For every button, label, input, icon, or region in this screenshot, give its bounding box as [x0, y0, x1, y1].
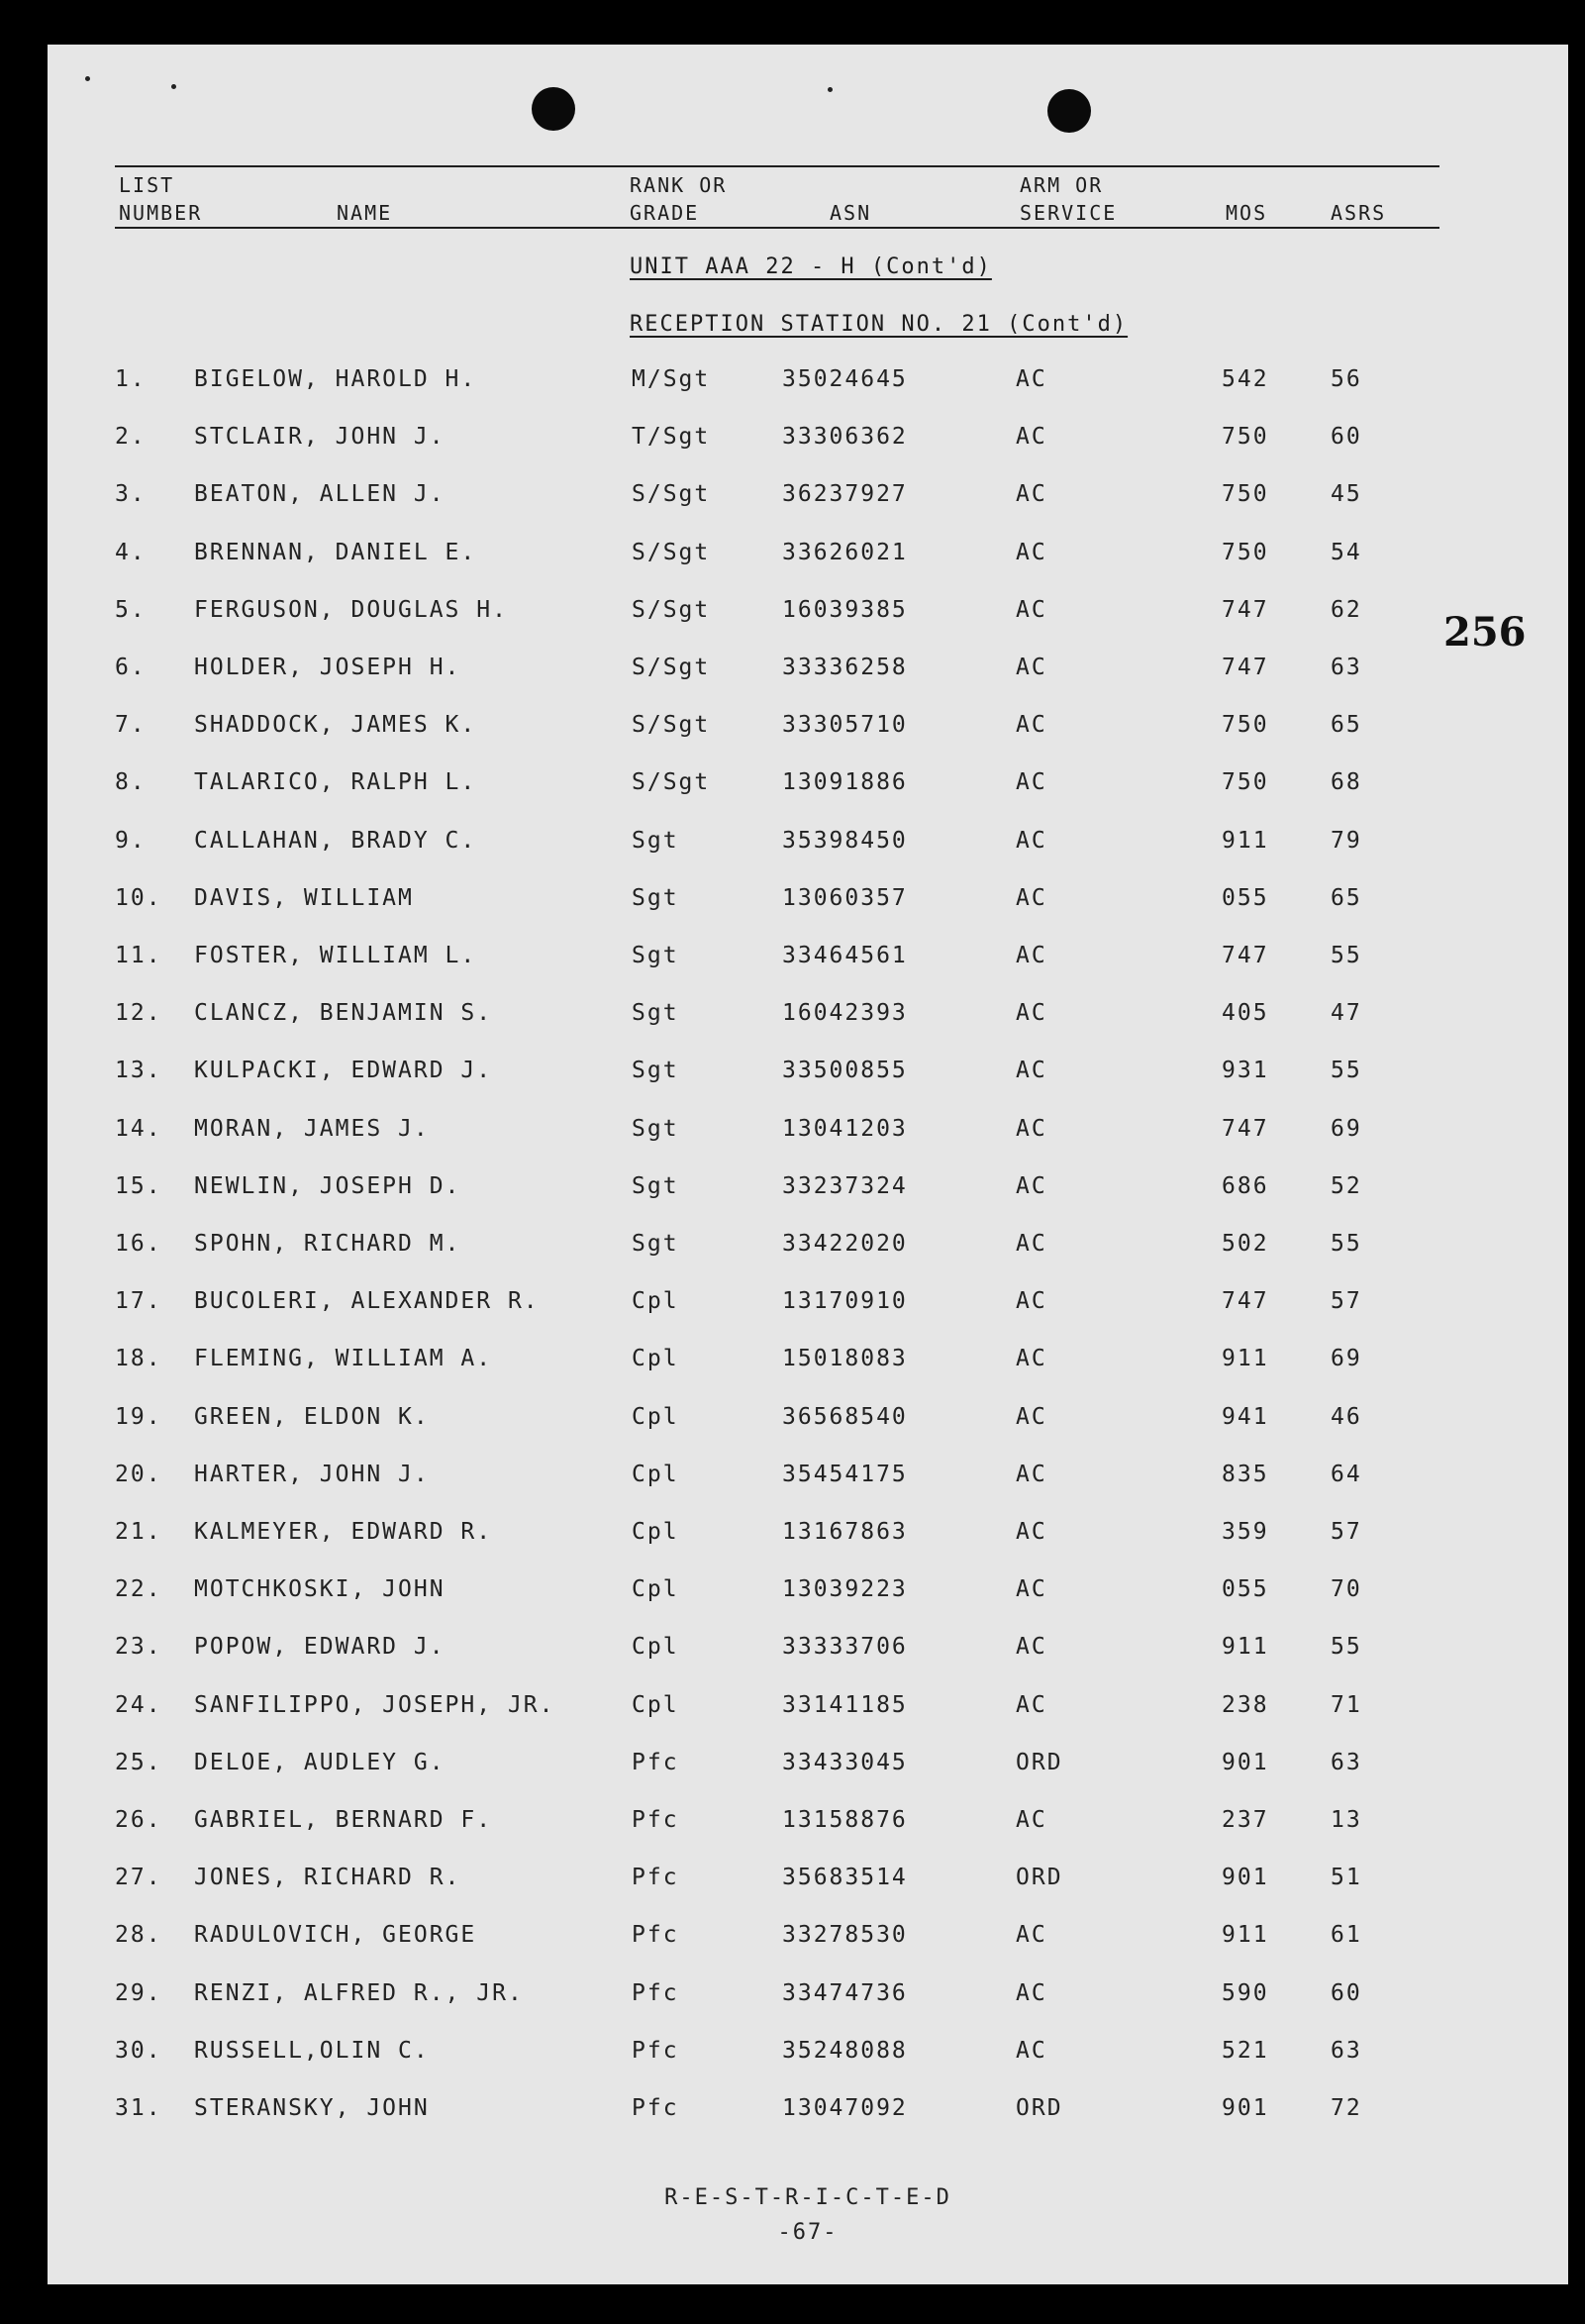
list-number: 5.: [115, 596, 147, 623]
asn-cell: 33305710: [782, 712, 908, 739]
list-number: 17.: [115, 1288, 162, 1315]
asrs-cell: 47: [1331, 1000, 1362, 1027]
table-row: [48, 1922, 1568, 1979]
table-row: [48, 1980, 1568, 2038]
mos-cell: 747: [1222, 655, 1269, 680]
arm-cell: AC: [1016, 1634, 1047, 1661]
list-number: 20.: [115, 1461, 162, 1487]
asrs-cell: 72: [1331, 2095, 1362, 2121]
arm-cell: ORD: [1016, 1749, 1063, 1775]
name-cell: GABRIEL, BERNARD F.: [194, 1807, 493, 1833]
arm-cell: AC: [1016, 1346, 1047, 1372]
asn-cell: 33278530: [782, 1922, 908, 1949]
name-cell: MOTCHKOSKI, JOHN: [194, 1576, 446, 1603]
arm-cell: AC: [1016, 1288, 1047, 1315]
table-row: [48, 885, 1568, 943]
asn-cell: 13091886: [782, 769, 908, 796]
asn-cell: 33333706: [782, 1634, 908, 1661]
arm-cell: AC: [1016, 1576, 1047, 1603]
asn-cell: 35683514: [782, 1865, 908, 1891]
asn-cell: 33237324: [782, 1172, 908, 1199]
name-cell: DAVIS, WILLIAM: [194, 884, 414, 911]
asrs-cell: 51: [1331, 1865, 1362, 1891]
table-row: [48, 2095, 1568, 2153]
grade-cell: Cpl: [632, 1288, 679, 1315]
arm-cell: AC: [1016, 539, 1047, 565]
grade-cell: Cpl: [632, 1403, 679, 1430]
header-list-number: LIST NUMBER: [119, 173, 203, 225]
asrs-cell: 62: [1331, 596, 1362, 623]
mos-cell: 590: [1222, 1979, 1269, 2006]
arm-cell: AC: [1016, 1979, 1047, 2006]
mos-cell: 055: [1222, 884, 1269, 911]
document-page: [48, 45, 1568, 2284]
list-number: 28.: [115, 1922, 162, 1949]
arm-cell: AC: [1016, 769, 1047, 796]
asrs-cell: 60: [1331, 424, 1362, 451]
name-cell: BUCOLERI, ALEXANDER R.: [194, 1288, 540, 1315]
grade-cell: Sgt: [632, 884, 679, 911]
mos-cell: 941: [1222, 1403, 1269, 1430]
name-cell: BEATON, ALLEN J.: [194, 481, 446, 508]
asn-cell: 13041203: [782, 1115, 908, 1142]
grade-cell: Pfc: [632, 1749, 679, 1775]
asn-cell: 33141185: [782, 1691, 908, 1718]
arm-cell: AC: [1016, 1058, 1047, 1084]
asrs-cell: 63: [1331, 1749, 1362, 1775]
header-asn: ASN: [830, 201, 872, 225]
arm-cell: AC: [1016, 1922, 1047, 1949]
asn-cell: 35454175: [782, 1461, 908, 1487]
punch-hole-left: [532, 87, 575, 131]
grade-cell: Pfc: [632, 1807, 679, 1833]
asrs-cell: 55: [1331, 1634, 1362, 1661]
list-number: 4.: [115, 539, 147, 565]
name-cell: SHADDOCK, JAMES K.: [194, 712, 477, 739]
asn-cell: 13167863: [782, 1519, 908, 1545]
mos-cell: 931: [1222, 1058, 1269, 1084]
mos-cell: 901: [1222, 1865, 1269, 1891]
table-row: [48, 1692, 1568, 1750]
list-number: 12.: [115, 1000, 162, 1027]
arm-cell: AC: [1016, 1115, 1047, 1142]
table-row: [48, 1865, 1568, 1922]
list-number: 31.: [115, 2095, 162, 2121]
name-cell: TALARICO, RALPH L.: [194, 769, 477, 796]
punch-hole-right: [1047, 89, 1091, 133]
speck: [85, 76, 90, 81]
asn-cell: 36237927: [782, 481, 908, 508]
arm-cell: AC: [1016, 596, 1047, 623]
mos-cell: 911: [1222, 1922, 1269, 1949]
arm-cell: AC: [1016, 712, 1047, 739]
asrs-cell: 55: [1331, 1231, 1362, 1257]
arm-cell: AC: [1016, 1519, 1047, 1545]
mos-cell: 747: [1222, 596, 1269, 623]
mos-cell: 055: [1222, 1576, 1269, 1603]
asrs-cell: 56: [1331, 366, 1362, 392]
mos-cell: 405: [1222, 1000, 1269, 1027]
grade-cell: M/Sgt: [632, 366, 711, 392]
grade-cell: Cpl: [632, 1634, 679, 1661]
name-cell: FOSTER, WILLIAM L.: [194, 943, 477, 968]
grade-cell: Sgt: [632, 1115, 679, 1142]
arm-cell: AC: [1016, 1807, 1047, 1833]
page-stamp: 256: [1443, 609, 1527, 656]
mos-cell: 542: [1222, 366, 1269, 392]
name-cell: BRENNAN, DANIEL E.: [194, 539, 477, 565]
table-row: [48, 1173, 1568, 1231]
mos-cell: 835: [1222, 1461, 1269, 1487]
arm-cell: AC: [1016, 1403, 1047, 1430]
grade-cell: Cpl: [632, 1346, 679, 1372]
asrs-cell: 52: [1331, 1172, 1362, 1199]
table-row: [48, 1404, 1568, 1462]
table-row: [48, 655, 1568, 712]
list-number: 3.: [115, 481, 147, 508]
grade-cell: S/Sgt: [632, 596, 711, 623]
name-cell: JONES, RICHARD R.: [194, 1865, 461, 1891]
asn-cell: 15018083: [782, 1346, 908, 1372]
asn-cell: 13060357: [782, 884, 908, 911]
asn-cell: 33626021: [782, 539, 908, 565]
table-row: [48, 424, 1568, 481]
list-number: 16.: [115, 1231, 162, 1257]
table-row: [48, 1462, 1568, 1519]
arm-cell: AC: [1016, 1172, 1047, 1199]
asrs-cell: 60: [1331, 1979, 1362, 2006]
asn-cell: 35248088: [782, 2037, 908, 2064]
table-row: [48, 597, 1568, 655]
grade-cell: Sgt: [632, 1231, 679, 1257]
grade-cell: Sgt: [632, 827, 679, 854]
grade-cell: Sgt: [632, 943, 679, 968]
arm-cell: AC: [1016, 827, 1047, 854]
table-row: [48, 481, 1568, 539]
asrs-cell: 57: [1331, 1519, 1362, 1545]
asrs-cell: 46: [1331, 1403, 1362, 1430]
mos-cell: 747: [1222, 1115, 1269, 1142]
mos-cell: 747: [1222, 943, 1269, 968]
asn-cell: 33474736: [782, 1979, 908, 2006]
arm-cell: AC: [1016, 1231, 1047, 1257]
asrs-cell: 70: [1331, 1576, 1362, 1603]
name-cell: HOLDER, JOSEPH H.: [194, 655, 461, 680]
arm-cell: ORD: [1016, 1865, 1063, 1891]
mos-cell: 911: [1222, 1346, 1269, 1372]
mos-cell: 750: [1222, 712, 1269, 739]
list-number: 1.: [115, 366, 147, 392]
mos-cell: 237: [1222, 1807, 1269, 1833]
asrs-cell: 63: [1331, 655, 1362, 680]
list-number: 8.: [115, 769, 147, 796]
arm-cell: AC: [1016, 1461, 1047, 1487]
list-number: 21.: [115, 1519, 162, 1545]
table-row: [48, 1750, 1568, 1807]
grade-cell: S/Sgt: [632, 481, 711, 508]
list-number: 29.: [115, 1979, 162, 2006]
asrs-cell: 65: [1331, 884, 1362, 911]
list-number: 14.: [115, 1115, 162, 1142]
table-row: [48, 2038, 1568, 2095]
grade-cell: Cpl: [632, 1691, 679, 1718]
mos-cell: 686: [1222, 1172, 1269, 1199]
asrs-cell: 71: [1331, 1691, 1362, 1718]
mos-cell: 359: [1222, 1519, 1269, 1545]
table-row: [48, 712, 1568, 769]
grade-cell: S/Sgt: [632, 769, 711, 796]
name-cell: DELOE, AUDLEY G.: [194, 1749, 446, 1775]
name-cell: NEWLIN, JOSEPH D.: [194, 1172, 461, 1199]
mos-cell: 238: [1222, 1691, 1269, 1718]
header-mos: MOS: [1226, 201, 1268, 225]
grade-cell: Cpl: [632, 1519, 679, 1545]
list-number: 15.: [115, 1172, 162, 1199]
name-cell: STCLAIR, JOHN J.: [194, 424, 446, 451]
list-number: 24.: [115, 1691, 162, 1718]
mos-cell: 911: [1222, 1634, 1269, 1661]
asn-cell: 13170910: [782, 1288, 908, 1315]
grade-cell: T/Sgt: [632, 424, 711, 451]
grade-cell: Pfc: [632, 1922, 679, 1949]
table-row: [48, 943, 1568, 1000]
asn-cell: 16042393: [782, 1000, 908, 1027]
name-cell: CALLAHAN, BRADY C.: [194, 827, 477, 854]
mos-cell: 750: [1222, 769, 1269, 796]
name-cell: BIGELOW, HAROLD H.: [194, 366, 477, 392]
grade-cell: Sgt: [632, 1058, 679, 1084]
arm-cell: AC: [1016, 1000, 1047, 1027]
asn-cell: 33500855: [782, 1058, 908, 1084]
name-cell: RENZI, ALFRED R., JR.: [194, 1979, 524, 2006]
asn-cell: 13039223: [782, 1576, 908, 1603]
list-number: 25.: [115, 1749, 162, 1775]
asrs-cell: 68: [1331, 769, 1362, 796]
grade-cell: Pfc: [632, 2095, 679, 2121]
grade-cell: S/Sgt: [632, 655, 711, 680]
name-cell: KULPACKI, EDWARD J.: [194, 1058, 493, 1084]
header-asrs: ASRS: [1331, 201, 1387, 225]
asn-cell: 36568540: [782, 1403, 908, 1430]
mos-cell: 502: [1222, 1231, 1269, 1257]
arm-cell: ORD: [1016, 2095, 1063, 2121]
mos-cell: 750: [1222, 424, 1269, 451]
grade-cell: Pfc: [632, 2037, 679, 2064]
list-number: 18.: [115, 1346, 162, 1372]
table-row: [48, 1116, 1568, 1173]
asrs-cell: 54: [1331, 539, 1362, 565]
name-cell: SANFILIPPO, JOSEPH, JR.: [194, 1691, 555, 1718]
mos-cell: 750: [1222, 539, 1269, 565]
name-cell: GREEN, ELDON K.: [194, 1403, 430, 1430]
header-rank-grade: RANK OR GRADE: [630, 173, 728, 225]
table-row: [48, 1231, 1568, 1288]
classification-footer: R-E-S-T-R-I-C-T-E-D: [664, 2185, 951, 2210]
header-bottom-rule: [115, 227, 1439, 229]
arm-cell: AC: [1016, 655, 1047, 680]
name-cell: MORAN, JAMES J.: [194, 1115, 430, 1142]
asn-cell: 33464561: [782, 943, 908, 968]
list-number: 27.: [115, 1865, 162, 1891]
grade-cell: Sgt: [632, 1000, 679, 1027]
asn-cell: 35398450: [782, 827, 908, 854]
list-number: 6.: [115, 655, 147, 680]
grade-cell: Cpl: [632, 1461, 679, 1487]
table-row: [48, 1000, 1568, 1058]
grade-cell: Cpl: [632, 1576, 679, 1603]
arm-cell: AC: [1016, 1691, 1047, 1718]
name-cell: SPOHN, RICHARD M.: [194, 1231, 461, 1257]
asrs-cell: 61: [1331, 1922, 1362, 1949]
asrs-cell: 69: [1331, 1115, 1362, 1142]
arm-cell: AC: [1016, 943, 1047, 968]
mos-cell: 901: [1222, 2095, 1269, 2121]
asrs-cell: 63: [1331, 2037, 1362, 2064]
header-arm-service: ARM OR SERVICE: [1020, 173, 1118, 225]
list-number: 19.: [115, 1403, 162, 1430]
asrs-cell: 13: [1331, 1807, 1362, 1833]
grade-cell: S/Sgt: [632, 539, 711, 565]
mos-cell: 521: [1222, 2037, 1269, 2064]
grade-cell: Pfc: [632, 1979, 679, 2006]
table-row: [48, 1576, 1568, 1634]
mos-cell: 911: [1222, 827, 1269, 854]
list-number: 23.: [115, 1634, 162, 1661]
asn-cell: 33433045: [782, 1749, 908, 1775]
asn-cell: 13047092: [782, 2095, 908, 2121]
list-number: 22.: [115, 1576, 162, 1603]
unit-heading: UNIT AAA 22 - H (Cont'd): [630, 254, 992, 279]
asrs-cell: 45: [1331, 481, 1362, 508]
arm-cell: AC: [1016, 481, 1047, 508]
table-row: [48, 828, 1568, 885]
asrs-cell: 64: [1331, 1461, 1362, 1487]
grade-cell: Pfc: [632, 1865, 679, 1891]
name-cell: RADULOVICH, GEORGE: [194, 1922, 477, 1949]
asrs-cell: 65: [1331, 712, 1362, 739]
station-heading: RECEPTION STATION NO. 21 (Cont'd): [630, 312, 1129, 337]
list-number: 30.: [115, 2037, 162, 2064]
grade-cell: Sgt: [632, 1172, 679, 1199]
list-number: 13.: [115, 1058, 162, 1084]
list-number: 11.: [115, 943, 162, 968]
speck: [171, 84, 176, 89]
mos-cell: 750: [1222, 481, 1269, 508]
asrs-cell: 55: [1331, 1058, 1362, 1084]
header-name: NAME: [337, 201, 393, 225]
list-number: 10.: [115, 884, 162, 911]
list-number: 7.: [115, 712, 147, 739]
mos-cell: 901: [1222, 1749, 1269, 1775]
table-row: [48, 540, 1568, 597]
table-row: [48, 1807, 1568, 1865]
page-number: -67-: [777, 2220, 839, 2245]
arm-cell: AC: [1016, 424, 1047, 451]
table-row: [48, 1346, 1568, 1403]
name-cell: KALMEYER, EDWARD R.: [194, 1519, 493, 1545]
asrs-cell: 69: [1331, 1346, 1362, 1372]
asn-cell: 35024645: [782, 366, 908, 392]
name-cell: CLANCZ, BENJAMIN S.: [194, 1000, 493, 1027]
asn-cell: 33306362: [782, 424, 908, 451]
list-number: 9.: [115, 827, 147, 854]
table-row: [48, 769, 1568, 827]
speck: [828, 87, 833, 92]
mos-cell: 747: [1222, 1288, 1269, 1315]
asn-cell: 13158876: [782, 1807, 908, 1833]
list-number: 2.: [115, 424, 147, 451]
name-cell: POPOW, EDWARD J.: [194, 1634, 446, 1661]
table-row: [48, 1634, 1568, 1691]
table-row: [48, 366, 1568, 424]
asn-cell: 33422020: [782, 1231, 908, 1257]
header-top-rule: [115, 165, 1439, 167]
asrs-cell: 79: [1331, 827, 1362, 854]
arm-cell: AC: [1016, 2037, 1047, 2064]
name-cell: FERGUSON, DOUGLAS H.: [194, 596, 508, 623]
table-row: [48, 1519, 1568, 1576]
table-row: [48, 1058, 1568, 1115]
arm-cell: AC: [1016, 884, 1047, 911]
name-cell: STERANSKY, JOHN: [194, 2095, 430, 2121]
list-number: 26.: [115, 1807, 162, 1833]
name-cell: RUSSELL,OLIN C.: [194, 2037, 430, 2064]
grade-cell: S/Sgt: [632, 712, 711, 739]
asrs-cell: 55: [1331, 943, 1362, 968]
name-cell: FLEMING, WILLIAM A.: [194, 1346, 493, 1372]
name-cell: HARTER, JOHN J.: [194, 1461, 430, 1487]
table-row: [48, 1288, 1568, 1346]
arm-cell: AC: [1016, 366, 1047, 392]
asn-cell: 33336258: [782, 655, 908, 680]
asn-cell: 16039385: [782, 596, 908, 623]
asrs-cell: 57: [1331, 1288, 1362, 1315]
